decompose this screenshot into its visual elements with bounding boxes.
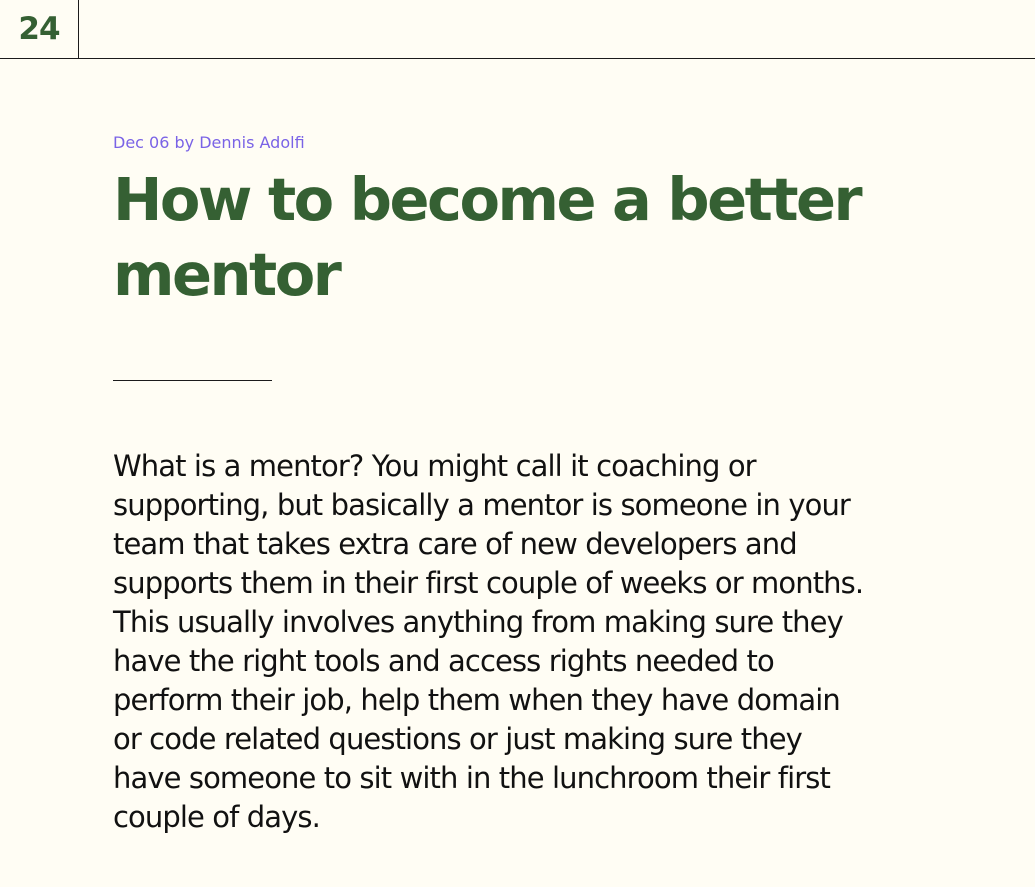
article-body: What is a mentor? You might call it coaching or supporting, but basically a mentor is someone in your team that takes extra care of new developers and supports them in their first couple of weeks or months. This usually involves anything from making sure they have the right tools and access rights needed to perform their job, help them when they have domain or code related questions or just making sure they have someone to sit with in the lunchroom their first couple of days. [113, 449, 864, 834]
title-divider [113, 380, 272, 381]
article [113, 128, 903, 837]
article-byline: Dec 06 by Dennis Adolfi [113, 133, 305, 152]
top-bar [0, 0, 1035, 59]
logo-text: 24 [18, 11, 60, 47]
site-logo[interactable] [0, 0, 79, 59]
article-title: How to become a better mentor [113, 165, 861, 309]
